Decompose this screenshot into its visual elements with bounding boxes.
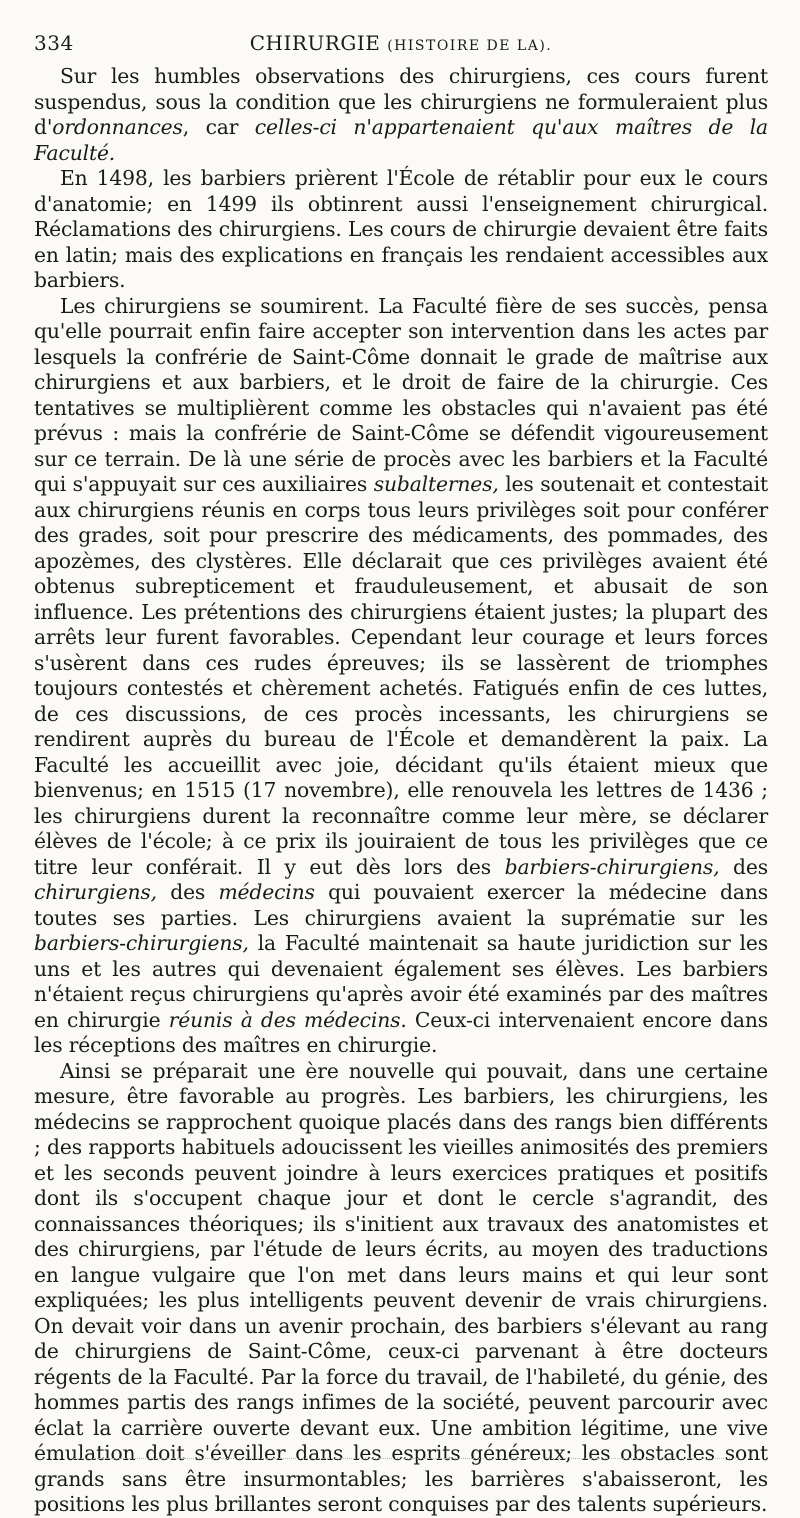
page-number: 334: [34, 31, 74, 55]
text-run: Les chirurgiens se soumirent. La Faculté fière de ses succès, pensa qu'elle pourrait enfin faire accepter son intervention dans les actes par lesquels la confrérie de Saint-Côme donnait le grade de maîtrise aux chirurgiens et aux barbiers, et le droit de faire de la chirurgie. Ces tentatives se multiplièrent comme les obstacles qui n'avaient pas été prévus : mais la confrérie de Saint-Côme se défendit vigoureusement sur ce terrain. De là une série de procès avec les barbiers et la Faculté qui s'appuyait sur ces auxiliaires: [34, 293, 768, 496]
paragraph: [34, 294, 768, 1059]
text-run: Ainsi se préparait une ère nouvelle qui pouvait, dans une certaine mesure, être favorable au progrès. Les barbiers, les chirurgiens, les médecins se rapprochent quoique placés dans des rangs bien différents ; des rapports habituels adoucissent les vieilles animosités des premiers et les seconds peuvent joindre à leurs exercices pratiques et positifs dont ils s'occupent chaque jour et dont le cercle s'agrandit, des connaissances théoriques; ils s'initient aux travaux des anatomistes et des chirurgiens, par l'étude de leurs écrits, au moyen des traductions en langue vulgaire que l'on met dans leurs mains et qui leur sont expliquées; les plus intelligents peuvent devenir de vrais chirurgiens. On devait voir dans un avenir prochain, des barbiers s'élevant au rang de chirurgiens de Saint-Côme, ceux-ci parvenant à être docteurs régents de la Faculté. Par la force du travail, de l'habileté, du génie, des hommes partis des rangs infimes de la société, peuvent parcourir avec éclat la carrière ouverte devant eux. Une ambition légitime, une vive émulation doit s'éveiller dans les esprits généreux; les obstacles sont grands sans être insurmontables; les barrières s'abaisseront, les positions les plus brillantes seront conquises par des talents supérieurs.: [34, 1058, 768, 1516]
text-run: En 1498, les barbiers prièrent l'École de rétablir pour eux le cours d'anatomie; en 1499 ils obtinrent aussi l'enseignement chirurgical. Réclamations des chirurgiens. Les cours de chirurgie devaient être faits en latin; mais des explications en français les rendaient accessibles aux barbiers.: [34, 166, 768, 292]
text-run: Sur les humbles observations des chirurgiens, ces cours furent suspendus, sous la condition que les chirurgiens ne formuleraient plus d': [34, 64, 768, 139]
text-run: les soutenait et contestait aux chirurgiens réunis en corps tous leurs privilèges soit pour conférer des grades, soit pour prescrire des médicaments, des pommades, des apozèmes, des clystères. Elle déclarait que ces privilèges avaient été obtenus subrepticement et frauduleusement, et abusait de son influence. Les prétentions des chirurgiens étaient justes; la plupart des arrêts leur furent favorables. Cependant leur courage et leurs forces s'usèrent dans ces rudes épreuves; ils se lassèrent de triomphes toujours contestés et chèrement achetés. Fatigués enfin de ces luttes, de ces discussions, de ces procès incessants, les chirurgiens se rendirent auprès du bureau de l'École et demandèrent la paix. La Faculté les accueillit avec joie, décidant qu'ils étaient mieux que bienvenus; en 1515 (17 novembre), elle renouvela les lettres de 1436 ; les chirurgiens durent la reconnaître comme leur mère, se déclarer élèves de l'école; à ce prix ils jouiraient de tous les privilèges que ce titre leur conférait. Il y eut dès lors des: [34, 472, 768, 879]
running-head-title: CHIRURGIE: [249, 31, 381, 55]
italic-run: subalternes,: [373, 472, 499, 496]
book-page: [34, 0, 768, 1516]
text-run: la Faculté maintenait sa haute juridiction sur les uns et les autres qui devenaient également ses élèves. Les barbiers n'étaient reçus chirurgiens qu'après avoir été examinés par des maîtres en chirurgie: [34, 931, 768, 1032]
text-run: qui pouvaient exercer la médecine dans toutes ses parties. Les chirurgiens avaient la suprématie sur les: [34, 880, 768, 930]
running-head-subtitle: (HISTOIRE DE LA).: [387, 38, 553, 54]
paragraph: [34, 64, 768, 166]
italic-run: chirurgiens,: [34, 880, 157, 904]
paragraph: [34, 166, 768, 294]
text-run: des: [719, 854, 768, 879]
page-header: [34, 0, 768, 64]
italic-run: barbiers-chirurgiens,: [34, 931, 249, 955]
text-run: , car: [182, 115, 255, 139]
running-head: [34, 31, 768, 55]
paragraph: [34, 1059, 768, 1518]
italic-run: celles-ci n'appartenaient qu'aux maîtres de la Faculté.: [34, 115, 768, 165]
text-run: Ceux-ci intervenaient encore dans les réceptions des maîtres en chirurgie.: [34, 1007, 768, 1057]
italic-run: ordonnances: [52, 115, 183, 139]
text-run: des: [156, 880, 219, 904]
body-text: [34, 64, 768, 1518]
italic-run: barbiers-chirurgiens,: [504, 854, 720, 879]
footer-divider: [74, 1458, 738, 1459]
italic-run: réunis à des médecins.: [168, 1007, 407, 1032]
italic-run: médecins: [218, 880, 315, 904]
